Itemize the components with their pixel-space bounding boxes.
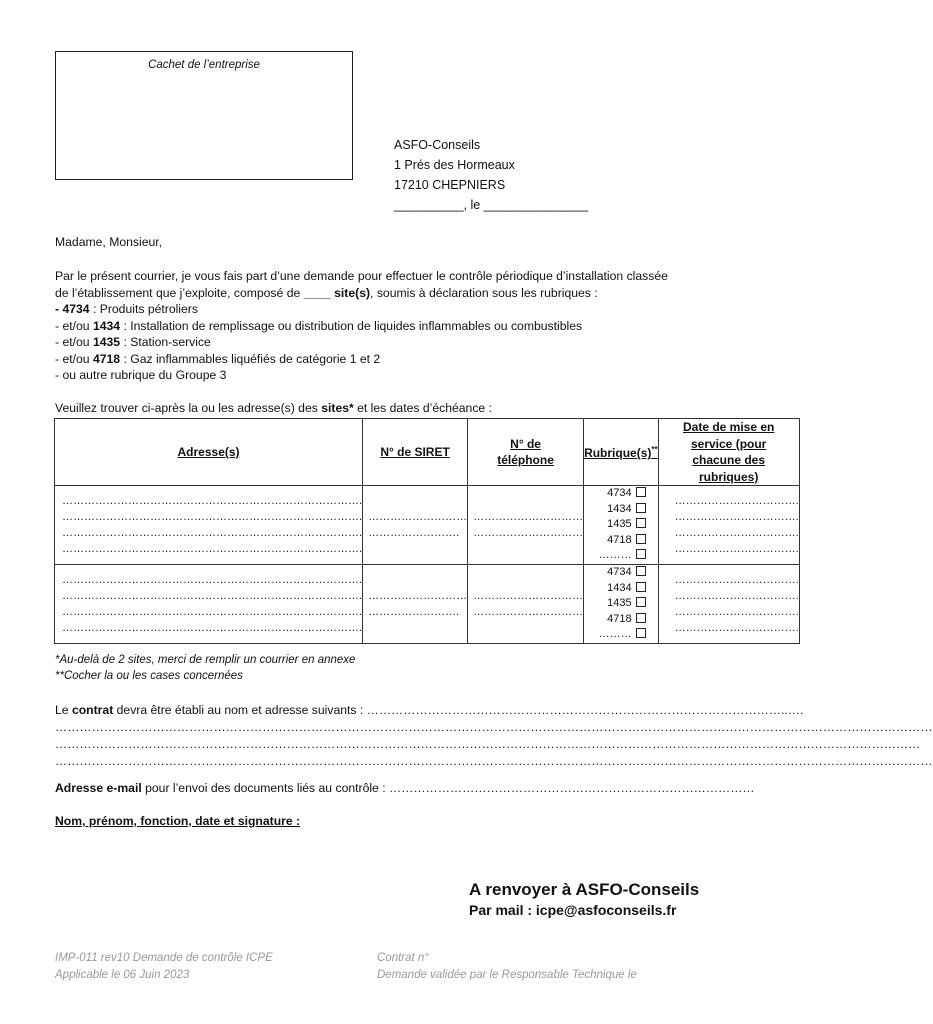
rubrique-code: ……… [598, 549, 632, 562]
contract-line[interactable]: …………………………………………………………………………………………………………………………………………………………………………………………… [55, 737, 921, 751]
header-address: Adresse(s) [55, 419, 363, 486]
rubrique-option [584, 533, 658, 549]
rubrique-code: 4734 [607, 487, 632, 499]
siret-cell[interactable] [363, 486, 468, 565]
rubrique-checkbox[interactable] [636, 628, 646, 638]
siret-line[interactable]: ……………………. [368, 526, 460, 539]
rubrique-option [584, 627, 658, 643]
phone-line[interactable]: ………………………… [473, 605, 584, 618]
validation-note: Demande validée par le Responsable Technique le [377, 969, 637, 981]
rubrique-option [584, 581, 658, 597]
email-field[interactable]: Adresse e-mail pour l’envoi des documents liés au contrôle : ……………………………………………………………………………… [55, 781, 755, 795]
phone-cell[interactable] [468, 486, 584, 565]
rubrique-option [584, 565, 658, 581]
rubrique-option [584, 486, 658, 502]
date-line[interactable]: ……………………………. [674, 494, 799, 507]
phone-line[interactable]: ………………………… [473, 589, 584, 602]
phone-line[interactable]: ………………………… [473, 510, 584, 523]
stamp-label: Cachet de l’entreprise [148, 59, 260, 71]
rubrique-code: 1434 [607, 502, 632, 515]
rubrique-code: 4718 [607, 533, 632, 546]
footer-right [377, 950, 637, 984]
note-checkboxes: **Cocher la ou les cases concernées [55, 670, 243, 682]
rubrique-option [584, 517, 658, 533]
address-line[interactable]: ………………………………………………………………………. [62, 573, 363, 586]
siret-line[interactable]: ……………………… [368, 589, 468, 602]
siret-line[interactable]: ……………………… [368, 510, 468, 523]
rubrique-option [584, 612, 658, 628]
salutation: Madame, Monsieur, [55, 235, 163, 249]
contract-section [55, 702, 933, 770]
rubrique-code: 4734 [607, 565, 632, 578]
contract-line[interactable]: ……………………………………………………………………………………………………………………………………………………………………………………………… [55, 720, 933, 734]
contract-line[interactable]: Le contrat devra être établi au nom et adresse suivants : …………………………………………………………………………………………..…. [55, 703, 804, 717]
rubrique-checkbox[interactable] [636, 549, 646, 559]
address-cell[interactable] [55, 564, 363, 643]
rubrique-checkbox[interactable] [636, 518, 646, 528]
company-stamp-box[interactable] [55, 51, 353, 180]
date-line[interactable]: ……………………………. [674, 605, 799, 618]
return-instructions [469, 880, 699, 918]
rubrique-checkbox[interactable] [636, 534, 646, 544]
rubrique-code: 1435 [607, 518, 632, 531]
table-row [55, 564, 800, 643]
address-line[interactable]: ………………………………………………………………………. [62, 494, 363, 507]
table-notes [55, 652, 355, 684]
date-line[interactable]: ……………………………. [674, 542, 799, 555]
date-line[interactable]: ……………………………. [674, 510, 799, 523]
address-line[interactable]: ………………………………………………………………………. [62, 542, 363, 555]
address-cell[interactable] [55, 486, 363, 565]
rubrique-checkbox[interactable] [636, 487, 646, 497]
address-line[interactable]: ………………………………………………………………………. [62, 510, 363, 523]
siret-cell[interactable] [363, 564, 468, 643]
rubrique-checkbox[interactable] [636, 566, 646, 576]
address-line[interactable]: ………………………………………………………………………. [62, 605, 363, 618]
form-reference: IMP-011 rev10 Demande de contrôle ICPE [55, 952, 273, 964]
header-date: Date de mise en service (pour chacune des rubriques) [658, 419, 799, 486]
rubrique-1434: - et/ou 1434 : Installation de remplissage ou distribution de liquides inflammables ou combustibles [55, 318, 583, 333]
date-line[interactable]: ……………………………. [674, 526, 799, 539]
date-place-field[interactable]: __________, le _______________ [394, 198, 588, 212]
applicable-date: Applicable le 06 Juin 2023 [55, 969, 190, 981]
address-line[interactable]: ………………………………………………………………………. [62, 526, 363, 539]
return-email: Par mail : icpe@asfoconseils.fr [469, 902, 677, 918]
header-phone: N° de téléphone [468, 419, 584, 486]
rubrique-cell [584, 564, 659, 643]
rubrique-checkbox[interactable] [636, 582, 646, 592]
recipient-city: 17210 CHEPNIERS [394, 178, 506, 192]
contract-number: Contrat n° [377, 952, 429, 964]
site-count-field[interactable]: ____ site(s) [303, 285, 371, 300]
header-siret: N° de SIRET [363, 419, 468, 486]
paragraph-line: de l’établissement que j’exploite, composé de ____ site(s), soumis à déclaration sous les rubriques : [55, 285, 598, 300]
note-sites: *Au-delà de 2 sites, merci de remplir un courrier en annexe [55, 654, 356, 666]
siret-line[interactable]: ……………………. [368, 605, 460, 618]
table-header-row [55, 419, 800, 486]
recipient-street: 1 Prés des Hormeaux [394, 158, 515, 172]
date-line[interactable]: ……………………………. [674, 621, 799, 634]
rubrique-option [584, 502, 658, 518]
rubrique-checkbox[interactable] [636, 597, 646, 607]
contract-line[interactable]: ……………………………………………………………………………………………………………………………………………………………………………………………… [55, 754, 933, 768]
date-cell[interactable] [658, 564, 799, 643]
phone-cell[interactable] [468, 564, 584, 643]
rubrique-code: ……… [598, 628, 632, 641]
table-row [55, 486, 800, 565]
rubrique-checkbox[interactable] [636, 503, 646, 513]
date-line[interactable]: ……………………………. [674, 589, 799, 602]
rubrique-checkbox[interactable] [636, 613, 646, 623]
sites-intro: Veuillez trouver ci-après la ou les adresse(s) des sites* et les dates d’échéance : [55, 401, 492, 415]
paragraph-line: Par le présent courrier, je vous fais part d’une demande pour effectuer le contrôle périodique d’installation classée [55, 269, 668, 283]
request-paragraph [55, 268, 735, 384]
rubrique-4734: - 4734 : Produits pétroliers [55, 302, 198, 316]
sites-table [54, 418, 800, 644]
rubrique-other: - ou autre rubrique du Groupe 3 [55, 368, 227, 382]
header-rubrique: Rubrique(s)** [584, 419, 659, 486]
address-line[interactable]: ………………………………………………………………………. [62, 589, 363, 602]
rubrique-code: 1435 [607, 597, 632, 610]
rubrique-1435: - et/ou 1435 : Station-service [55, 335, 211, 349]
signature-label: Nom, prénom, fonction, date et signature : [55, 814, 301, 828]
rubrique-code: 4718 [607, 612, 632, 625]
footer-left [55, 950, 273, 984]
rubrique-code: 1434 [607, 581, 632, 594]
address-line[interactable]: ………………………………………………………………………. [62, 621, 363, 634]
rubrique-4718: - et/ou 4718 : Gaz inflammables liquéfiés de catégorie 1 et 2 [55, 351, 381, 366]
phone-line[interactable]: ………………………… [473, 526, 584, 539]
rubrique-option [584, 548, 658, 564]
return-title: A renvoyer à ASFO-Conseils [469, 880, 700, 899]
rubrique-option [584, 596, 658, 612]
recipient-name: ASFO-Conseils [394, 138, 481, 152]
date-cell[interactable] [658, 486, 799, 565]
rubrique-cell [584, 486, 659, 565]
date-line[interactable]: ……………………………. [674, 573, 799, 586]
recipient-address [394, 135, 588, 215]
